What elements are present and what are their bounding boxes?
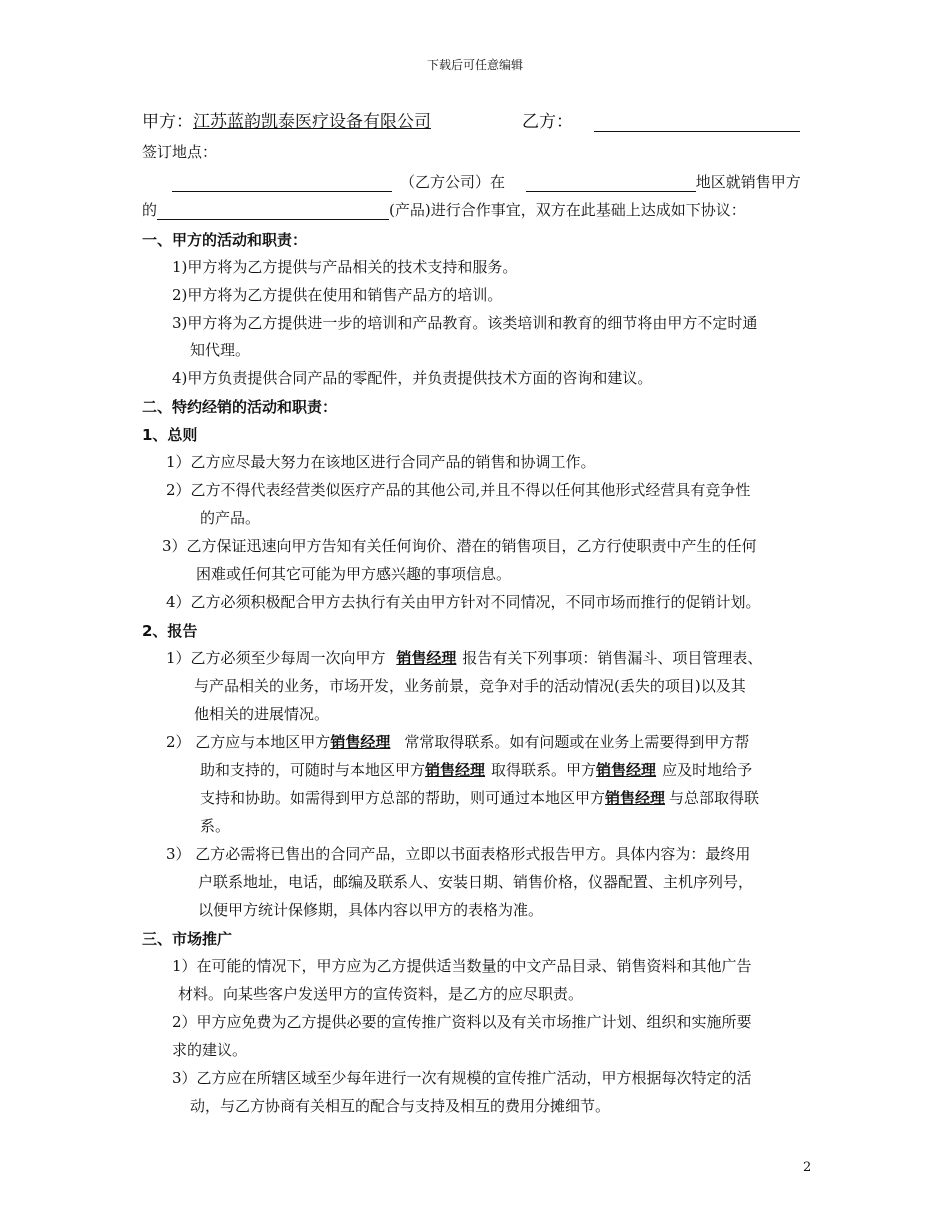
general-item-3-cont: 困难或任何其它可能为甲方感兴趣的事项信息。 xyxy=(196,565,512,583)
party-a-line xyxy=(142,112,431,132)
intro-line-1 xyxy=(172,172,801,192)
section-1-title: 一、甲方的活动和职责： xyxy=(142,231,308,249)
section-2-title: 二、特约经销的活动和职责： xyxy=(142,398,338,416)
sec1-item-3: 3)甲方将为乙方提供进一步的培训和产品教育。该类培训和教育的细节将由甲方不定时通 xyxy=(172,314,758,332)
report-item-2-cont xyxy=(200,760,752,780)
marketing-item-2-cont: 求的建议。 xyxy=(172,1041,248,1059)
general-item-3: 3）乙方保证迅速向甲方告知有关任何询价、潜在的销售项目，乙方行使职责中产生的任何 xyxy=(162,537,757,555)
report-item-3: 3） 乙方必需将已售出的合同产品，立即以书面表格形式报告甲方。具体内容为：最终用 xyxy=(166,845,751,863)
sec1-item-4: 4)甲方负责提供合同产品的零配件，并负责提供技术方面的咨询和建议。 xyxy=(172,369,653,387)
sales-manager-term: 销售经理 xyxy=(425,761,486,779)
report-item-3-cont-2: 以便甲方统计保修期，具体内容以甲方的表格为准。 xyxy=(198,901,544,919)
report-2-text-b: 常常取得联系。如有问题或在业务上需要得到甲方帮 xyxy=(404,733,750,751)
sales-manager-term: 销售经理 xyxy=(330,733,391,751)
section-3-title: 三、市场推广 xyxy=(142,930,233,948)
sales-manager-term: 销售经理 xyxy=(596,761,657,779)
party-b-label: 乙方： xyxy=(522,112,573,132)
party-a-name: 江苏蓝韵凯泰医疗设备有限公司 xyxy=(193,112,431,132)
report-1-text-b: 报告有关下列事项：销售漏斗、项目管理表、 xyxy=(462,649,763,667)
region-blank xyxy=(526,175,696,192)
general-item-2: 2）乙方不得代表经营类似医疗产品的其他公司,并且不得以任何其他形式经营具有竞争性 xyxy=(166,481,751,499)
marketing-item-1: 1）在可能的情况下，甲方应为乙方提供适当数量的中文产品目录、销售资料和其他广告 xyxy=(172,957,752,975)
general-item-1: 1）乙方应尽最大努力在该地区进行合同产品的销售和协调工作。 xyxy=(166,453,596,471)
party-b-line xyxy=(522,112,800,132)
product-blank xyxy=(157,203,389,220)
party-a-label: 甲方： xyxy=(142,112,193,132)
report-2-text-a: 2） 乙方应与本地区甲方 xyxy=(166,733,331,751)
intro-text-2: 地区就销售甲方 xyxy=(695,173,801,191)
sec1-item-1: 1)甲方将为乙方提供与产品相关的技术支持和服务。 xyxy=(172,258,518,276)
report-item-1-cont-2: 他相关的进展情况。 xyxy=(194,705,330,723)
marketing-item-3: 3）乙方应在所辖区域至少每年进行一次有规模的宣传推广活动，甲方根据每次特定的活 xyxy=(172,1069,752,1087)
marketing-item-1-cont: 材料。向某些客户发送甲方的宣传资料，是乙方的应尽职责。 xyxy=(178,985,584,1003)
report-2-text-g: 与总部取得联 xyxy=(669,789,760,807)
report-2-text-c: 助和支持的，可随时与本地区甲方 xyxy=(200,761,426,779)
report-item-2 xyxy=(166,732,749,752)
signing-place: 签订地点： xyxy=(142,143,218,161)
company-blank xyxy=(172,175,392,192)
marketing-item-2: 2）甲方应免费为乙方提供必要的宣传推广资料以及有关市场推广计划、组织和实施所要 xyxy=(172,1013,752,1031)
general-item-2-cont: 的产品。 xyxy=(200,509,261,527)
sales-manager-term: 销售经理 xyxy=(396,649,457,667)
intro-text-1: （乙方公司）在 xyxy=(400,173,506,191)
party-b-blank xyxy=(594,115,800,132)
report-item-2-cont-2 xyxy=(200,788,759,808)
report-item-1-cont: 与产品相关的业务，市场开发，业务前景，竞争对手的活动情况(丢失的项目)以及其 xyxy=(194,677,746,695)
intro-text-3: 的 xyxy=(142,201,158,219)
subsection-general-title: 1、总则 xyxy=(142,426,198,444)
report-item-1 xyxy=(166,648,762,668)
report-1-text-a: 1）乙方必须至少每周一次向甲方 xyxy=(166,649,386,667)
page-header: 下载后可任意编辑 xyxy=(426,58,523,72)
report-item-2-cont-3: 系。 xyxy=(200,817,231,835)
subsection-report-title: 2、报告 xyxy=(142,622,198,640)
report-2-text-f: 支持和协助。如需得到甲方总部的帮助，则可通过本地区甲方 xyxy=(200,789,606,807)
report-item-3-cont: 户联系地址，电话，邮编及联系人、安装日期、销售价格，仪器配置、主机序列号， xyxy=(198,873,754,891)
report-2-text-e: 应及时地给予 xyxy=(662,761,753,779)
sales-manager-term: 销售经理 xyxy=(605,789,666,807)
report-2-text-d: 取得联系。甲方 xyxy=(491,761,597,779)
marketing-item-3-cont: 动，与乙方协商有关相互的配合与支持及相互的费用分摊细节。 xyxy=(190,1097,611,1115)
sec1-item-3-cont: 知代理。 xyxy=(190,341,251,359)
page-number: 2 xyxy=(803,1160,812,1175)
intro-text-4: (产品)进行合作事宜，双方在此基础上达成如下协议： xyxy=(389,201,746,219)
intro-line-2 xyxy=(142,200,746,220)
general-item-4: 4）乙方必须积极配合甲方去执行有关由甲方针对不同情况，不同市场而推行的促销计划。 xyxy=(166,593,761,611)
sec1-item-2: 2)甲方将为乙方提供在使用和销售产品方的培训。 xyxy=(172,286,503,304)
